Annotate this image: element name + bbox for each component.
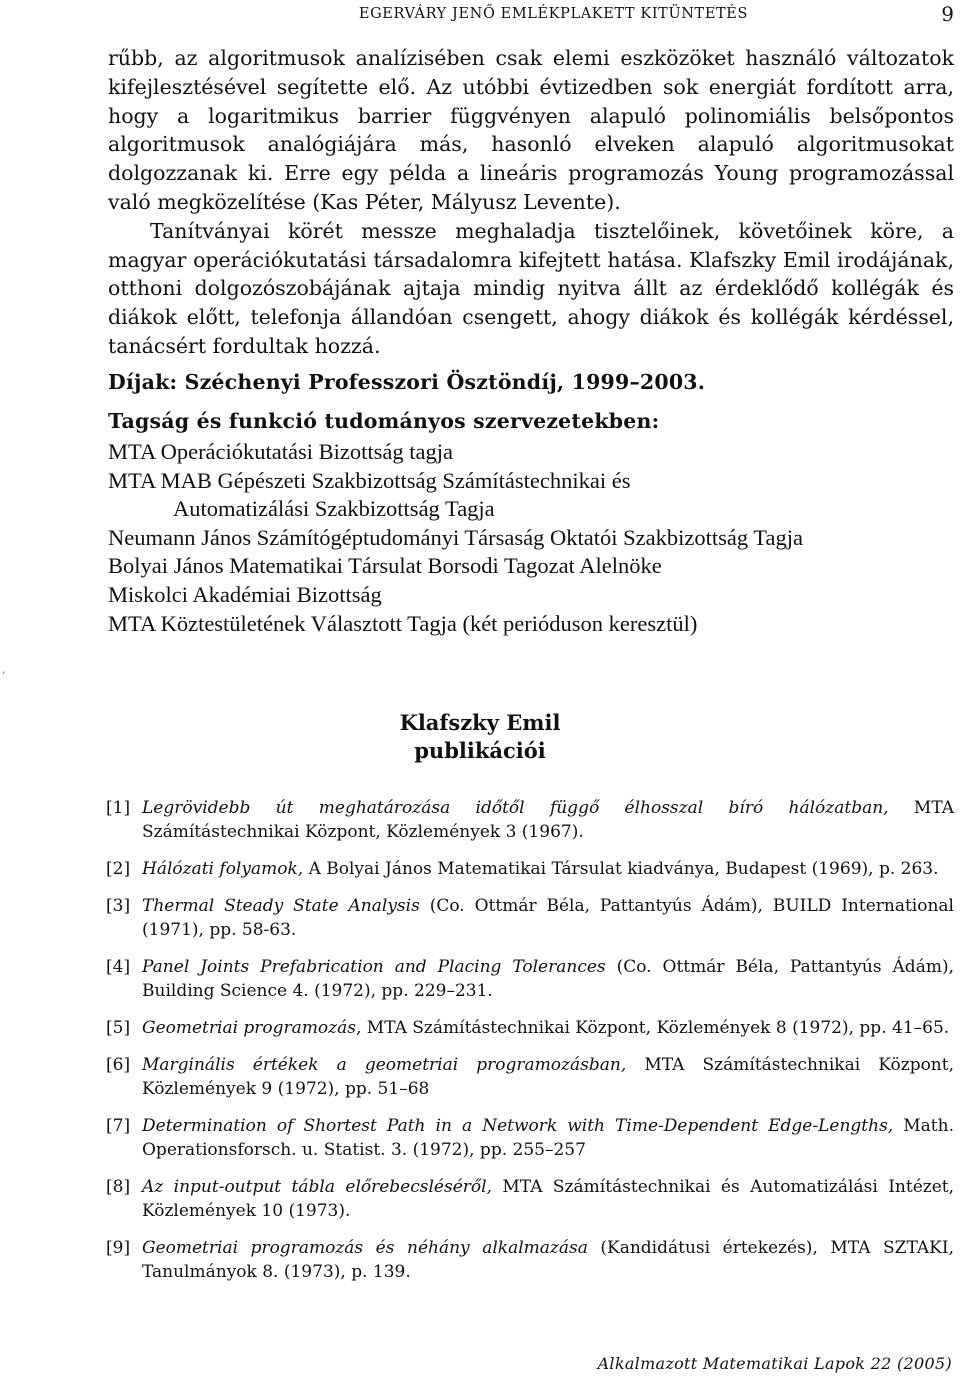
reference-details: (Co. Ottmár Béla, Pattantyús Ádám), Building Science 4. (1972), pp. 229–231. xyxy=(142,957,954,1001)
reference-details: MTA Számítástechnikai Központ, Közlemények 3 (1967). xyxy=(142,798,955,842)
reference-number: [3] xyxy=(106,896,131,916)
reference-number: [5] xyxy=(106,1018,131,1038)
membership-item: MTA Operációkutatási Bizottság tagja xyxy=(108,439,453,464)
page-number: 9 xyxy=(941,2,954,26)
reference-details: A Bolyai János Matematikai Társulat kiadványa, Budapest (1969), p. 263. xyxy=(303,859,939,879)
running-head xyxy=(0,2,960,32)
reference-title: Marginális értékek a geometriai programozásban, xyxy=(142,1055,627,1075)
reference-item xyxy=(106,894,954,942)
publications-title: publikációi xyxy=(414,738,546,763)
publications-title-name: Klafszky Emil xyxy=(399,710,561,735)
reference-details: MTA Számítástechnikai és Automatizálási Intézet, Közlemények 10 (1973). xyxy=(142,1177,955,1221)
reference-details: MTA Számítástechnikai Központ, Közlemények 9 (1972), pp. 51–68 xyxy=(142,1055,954,1099)
reference-item xyxy=(106,1016,954,1040)
reference-details: (Co. Ottmár Béla, Pattantyús Ádám), BUILD International (1971), pp. 58-63. xyxy=(142,896,954,940)
reference-number: [6] xyxy=(106,1055,131,1075)
reference-title: Thermal Steady State Analysis xyxy=(142,896,420,916)
reference-number: [2] xyxy=(106,859,131,879)
body-text xyxy=(108,44,954,361)
membership-item: MTA Köztestületének Választott Tagja (két perióduson keresztül) xyxy=(108,610,698,636)
membership-heading: Tagság és funkció tudományos szervezetekben: xyxy=(108,409,660,433)
reference-item xyxy=(106,1175,954,1223)
membership-item: MTA MAB Gépészeti Szakbizottság Számítástechnikai és xyxy=(108,467,631,493)
membership-item: Miskolci Akadémiai Bizottság xyxy=(108,581,382,607)
reference-title: Hálózati folyamok, xyxy=(142,859,304,879)
body-paragraph-1: rűbb, az algoritmusok analízisében csak elemi eszközöket használó változatok kifejlesztésével segítette elő. Az utóbbi évtizedben sok energiát fordított arra, hogy a logaritmikus barrier függvényen alapuló polinomiális belsőpontos algoritmusok analógiájára más, hasonló elveken alapuló algoritmusokat dolgozzanak ki. Erre egy példa a lineáris programozás Young programozással való megközelítése (Kas Péter, Mályusz Levente). xyxy=(108,46,954,214)
reference-number: [1] xyxy=(106,798,131,818)
reference-item xyxy=(106,857,954,881)
reference-number: [7] xyxy=(106,1116,131,1136)
reference-title: Panel Joints Prefabrication and Placing Tolerances xyxy=(142,957,606,977)
reference-number: [8] xyxy=(106,1177,131,1197)
reference-title: Geometriai programozás és néhány alkalmazása xyxy=(142,1238,588,1258)
reference-number: [9] xyxy=(106,1238,131,1258)
reference-item xyxy=(106,1236,954,1284)
reference-title: Determination of Shortest Path in a Network with Time-Dependent Edge-Lengths, xyxy=(142,1116,894,1136)
reference-details: Math. Operationsforsch. u. Statist. 3. (1972), pp. 255–257 xyxy=(142,1116,954,1160)
reference-item xyxy=(106,1053,954,1101)
running-head-title: EGERVÁRY JENŐ EMLÉKPLAKETT KITÜNTETÉS xyxy=(358,6,748,22)
reference-item xyxy=(106,1114,954,1162)
membership-item: Neumann János Számítógéptudományi Társaság Oktatói Szakbizottság Tagja xyxy=(108,524,803,550)
reference-number: [4] xyxy=(106,957,131,977)
reference-title: Az input-output tábla előrebecsléséről, xyxy=(142,1177,492,1197)
reference-details: MTA Számítástechnikai Központ, Közlemények 8 (1972), pp. 41–65. xyxy=(361,1018,950,1038)
membership-item: Bolyai János Matematikai Társulat Borsodi Tagozat Alelnöke xyxy=(108,553,662,579)
reference-title: Geometriai programozás, xyxy=(142,1018,362,1038)
scan-mark: , xyxy=(2,662,6,676)
body-paragraph-2: Tanítványai körét messze meghaladja tisztelőinek, követőinek köre, a magyar operációkutatási társadalomra kifejtett hatása. Klafszky Emil irodájának, otthoni dolgozószobájának ajtaja mindig nyitva állt az érdeklődő kollégák és diákok előtt, telefonja állandóan csengett, ahogy diákok és kollégák kérdéssel, tanácsért fordultak hozzá. xyxy=(108,218,954,358)
reference-item xyxy=(106,796,954,844)
reference-list xyxy=(106,796,954,1297)
journal-footer: Alkalmazott Matematikai Lapok 22 (2005) xyxy=(597,1354,952,1373)
membership-item-continuation: Automatizálási Szakbizottság Tagja xyxy=(173,496,495,522)
reference-title: Legrövidebb út meghatározása időtől függő élhosszal bíró hálózatban, xyxy=(142,798,889,818)
awards-line: Díjak: Széchenyi Professzori Ösztöndíj, 1999–2003. xyxy=(108,370,706,394)
reference-item xyxy=(106,955,954,1003)
reference-details: (Kandidátusi értekezés), MTA SZTAKI, Tanulmányok 8. (1973), p. 139. xyxy=(142,1238,954,1282)
membership-list xyxy=(108,438,954,638)
